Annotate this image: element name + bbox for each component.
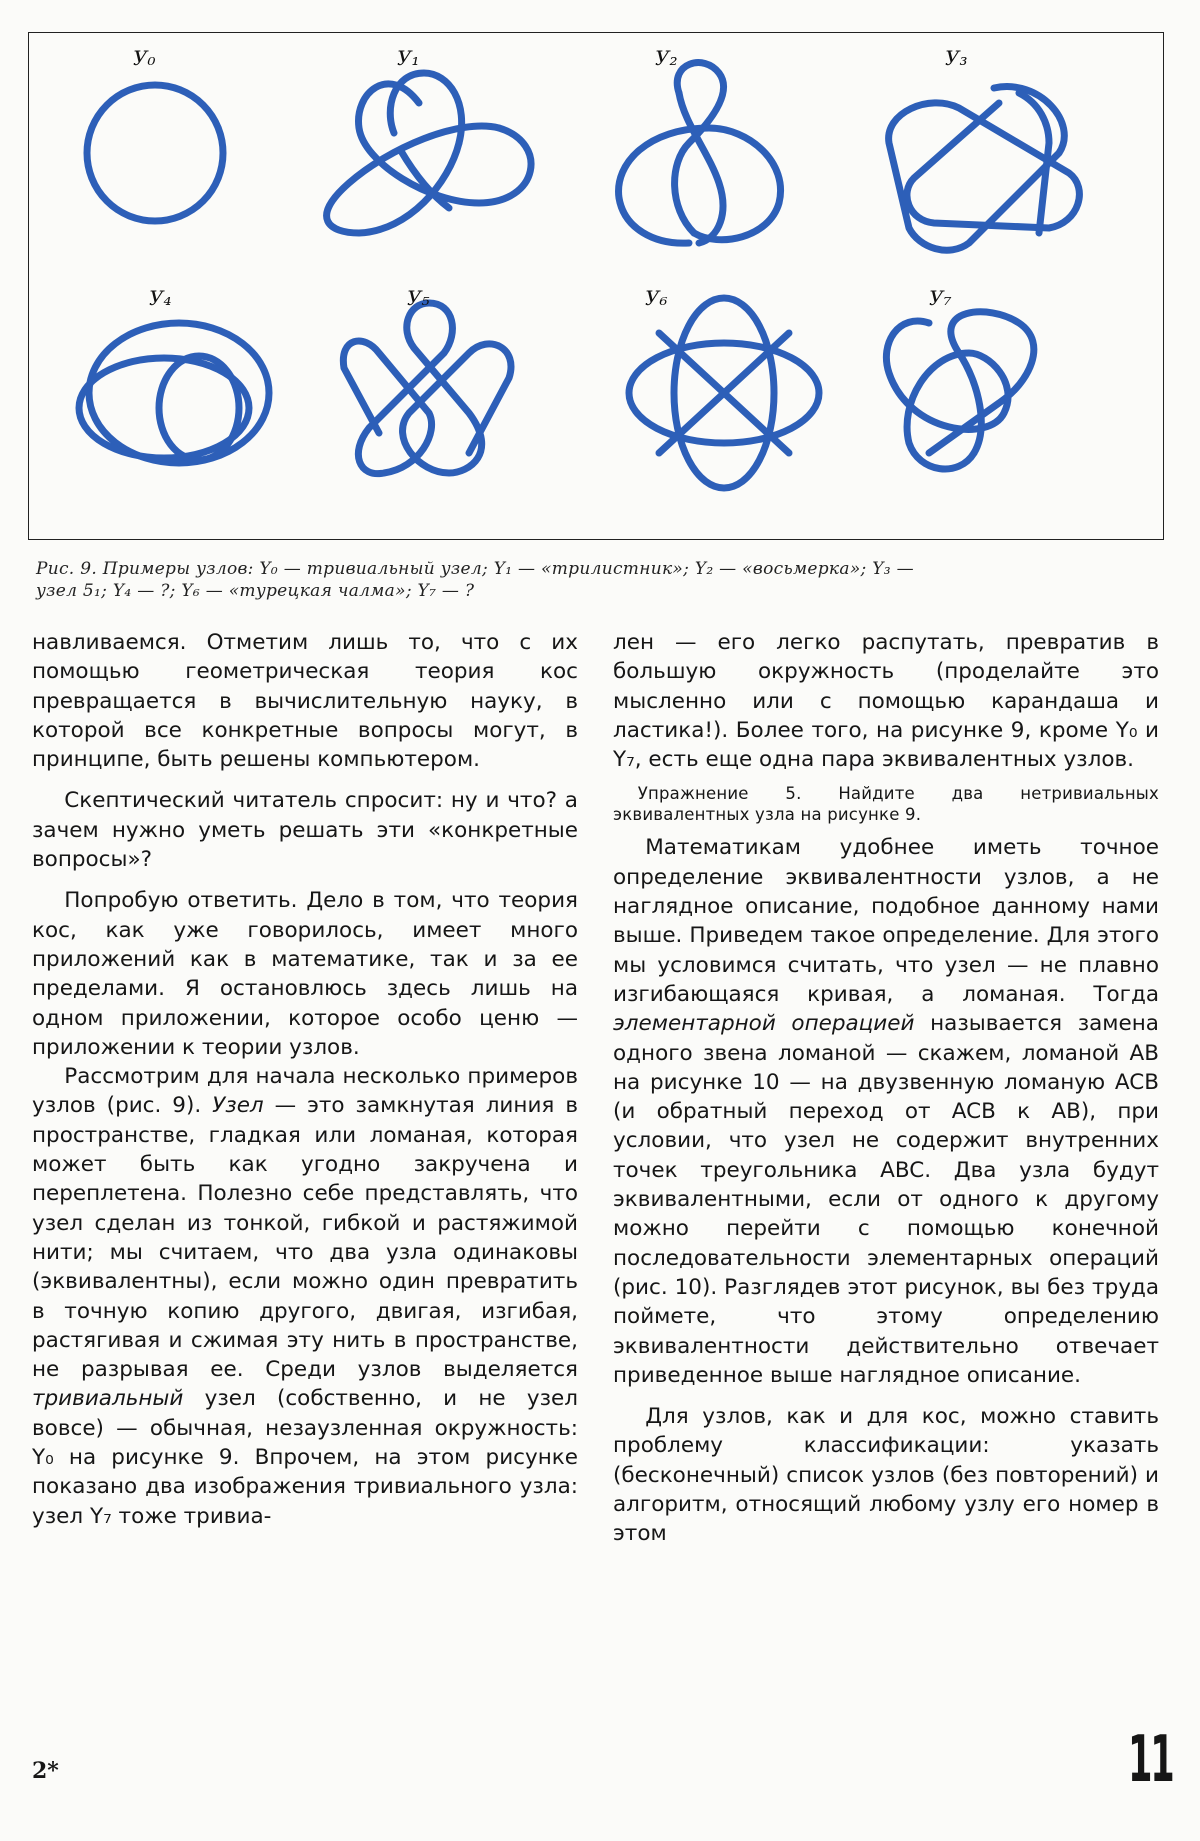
right-p2-term: элементарной операцией xyxy=(613,1011,915,1037)
knot-y3 xyxy=(889,87,1080,251)
figure-9 xyxy=(28,32,1164,540)
figure-caption xyxy=(36,558,1164,602)
left-paragraph-2: Скептический читатель спросит: ну и что? а зачем нужно уметь решать эти «конкретные вопросы»? xyxy=(32,788,578,873)
knot-y0 xyxy=(87,85,223,221)
knot-y2 xyxy=(619,63,781,244)
knot-y5 xyxy=(343,303,511,474)
label-y2: У₂ xyxy=(655,46,678,70)
right-paragraph-1: лен — его легко распутать, превратив в большую окружность (проделайте это мысленно или с помощью карандаша и ластика!). Более того, на рисунке 9, кроме Y₀ и Y₇, есть еще одна пара эквивалентных узлов. xyxy=(613,630,1159,773)
knot-y6 xyxy=(629,298,819,488)
left-p4-c: — это замкнутая линия в пространстве, гладкая или ломаная, которая может быть как угодно закручена и переплетена. Полезно себе представлять, что узел сделан из тонкой, гибкой и растяжимой нити; мы считаем, что два узла одинаковы (эквивалентны), если можно один превратить в точную копию другого, двигая, изгибая, растягивая и сжимая эту нить в пространстве, не разрывая ее. Среди узлов выделяется xyxy=(32,1093,578,1383)
right-paragraph-2 xyxy=(613,833,1159,1390)
exercise-5: Упражнение 5. Найдите два нетривиальных эквивалентных узла на рисунке 9. xyxy=(613,784,1159,824)
signature-mark: 2* xyxy=(32,1758,59,1784)
knot-drawings xyxy=(29,33,1165,541)
label-y1: У₁ xyxy=(397,46,420,70)
left-p4-a: Рассмотрим для начала несколько примеров узлов (рис. 9). xyxy=(32,1064,578,1119)
left-paragraph-4 xyxy=(32,1062,578,1531)
right-paragraph-3: Для узлов, как и для кос, можно ставить проблему классификации: указать (бесконечный) список узлов (без повторений) и алгоритм, относящий любому узлу его номер в этом xyxy=(613,1404,1159,1547)
knot-y4 xyxy=(79,323,269,463)
label-y3: У₃ xyxy=(945,46,968,70)
page-number: 11 xyxy=(1128,1723,1173,1797)
right-p2-c: называется замена одного звена ломаной — скажем, ломаной AB на рисунке 10 — на двузвенную ломаную ACB (и обратный переход от ACB к AB), при условии, что узел не содержит внутренних точек треугольника ABC. Два узла будут эквивалентными, если от одного к другому можно перейти с помощью конечной последовательности элементарных операций (рис. 10). Разглядев этот рисунок, вы без труда поймете, что этому определению эквивалентности действительно отвечает приведенное выше наглядное описание. xyxy=(613,1011,1159,1388)
label-y0: У₀ xyxy=(133,46,156,70)
right-p2-a: Математикам удобнее иметь точное определение эквивалентности узлов, а не наглядное описание, подобное данному нами выше. Приведем такое определение. Для этого мы условимся считать, что узел — не плавно изгибающаяся кривая, а ломаная. Тогда xyxy=(613,835,1159,1007)
left-paragraph-1: навливаемся. Отметим лишь то, что с их помощью геометрическая теория кос превращается в вычислительную науку, в которой все конкретные вопросы могут, в принципе, быть решены компьютером. xyxy=(32,630,578,773)
knot-y1 xyxy=(327,73,531,233)
left-p4-term-knot: Узел xyxy=(212,1093,264,1119)
label-y7: У₇ xyxy=(929,286,952,310)
label-y5: У₅ xyxy=(407,286,430,310)
caption-line-1: Рис. 9. Примеры узлов: Y₀ — тривиальный узел; Y₁ — «трилистник»; Y₂ — «восьмерка»; Y₃ — xyxy=(36,559,914,579)
right-column xyxy=(613,628,1159,1549)
label-y6: У₆ xyxy=(645,286,668,310)
left-p4-e: узел (собственно, и не узел вовсе) — обычная, незаузленная окружность: Y₀ на рисунке 9. Впрочем, на этом рисунке показано два изображения тривиального узла: узел Y₇ тоже тривиа- xyxy=(32,1386,578,1529)
left-p4-term-trivial: тривиальный xyxy=(32,1386,184,1412)
caption-line-2: узел 5₁; Y₄ — ?; Y₆ — «турецкая чалма»; Y₇ — ? xyxy=(36,581,475,601)
knot-y7 xyxy=(886,312,1033,469)
label-y4: У₄ xyxy=(149,286,172,310)
left-paragraph-3: Попробую ответить. Дело в том, что теория кос, как уже говорилось, имеет много приложений как в математике, так и за ее пределами. Я остановлюсь здесь лишь на одном приложении, которое особо ценю — приложении к теории узлов. xyxy=(32,888,578,1060)
left-column xyxy=(32,628,578,1531)
